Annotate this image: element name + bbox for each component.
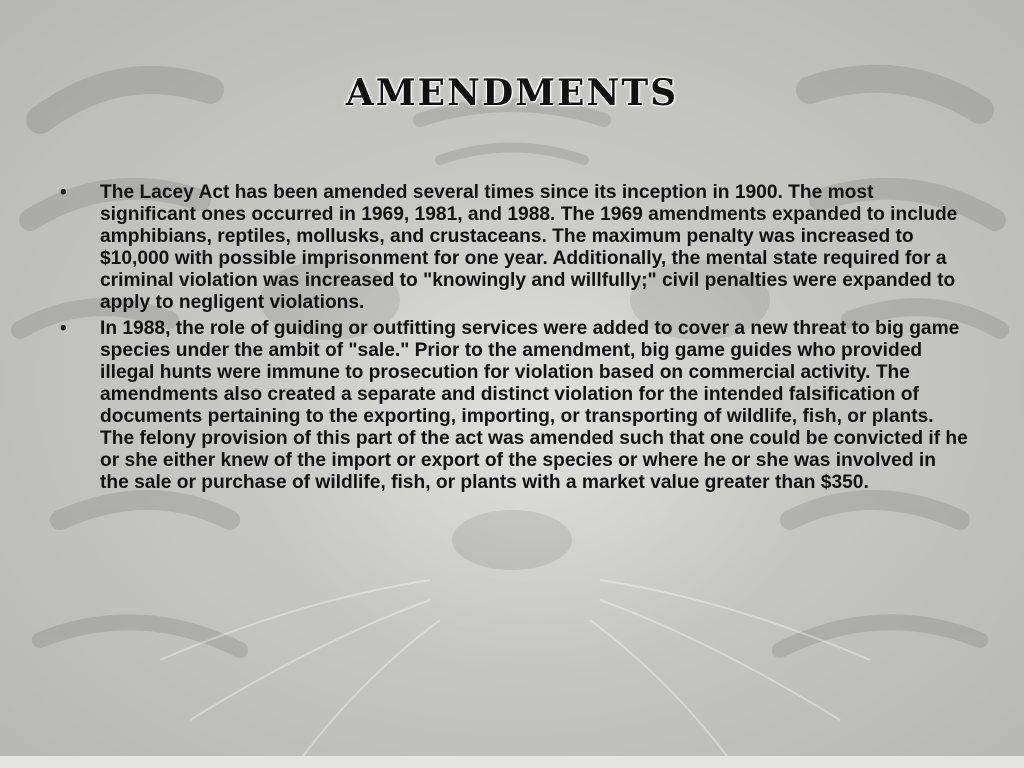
bullet-text: In 1988, the role of guiding or outfitting services were added to cover a new threat to big game species under the ambit of "sale." Prior to the amendment, big game guides who provided illegal hunts were immune to prosecution for violation based on commercial activity. The amendments also created a separate and distinct violation for the intended falsification of documents pertaining to the exporting, importing, or transporting of wildlife, fish, or plants. The felony provision of this part of the act was amended such that one could be convicted if he or she either knew of the import or export of the species or where he or she was involved in the sale or purchase of wildlife, fish, or plants with a market value greater than $350. <box>100 318 968 493</box>
bullet-text: The Lacey Act has been amended several times since its inception in 1900. The most significant ones occurred in 1969, 1981, and 1988. The 1969 amendments expanded to include amphibians, reptiles, mollusks, and crustaceans. The maximum penalty was increased to $10,000 with possible imprisonment for one year. Additionally, the mental state required for a criminal violation was increased to "knowingly and willfully;" civil penalties were expanded to apply to negligent violations. <box>100 182 958 313</box>
bullet-list <box>60 182 968 498</box>
slide-title: amendments <box>345 57 679 118</box>
bottom-band <box>0 756 1024 768</box>
bullet-item <box>60 182 968 314</box>
bullet-marker: • <box>60 318 67 339</box>
bullet-item <box>60 318 968 494</box>
bullet-marker: • <box>60 182 67 203</box>
